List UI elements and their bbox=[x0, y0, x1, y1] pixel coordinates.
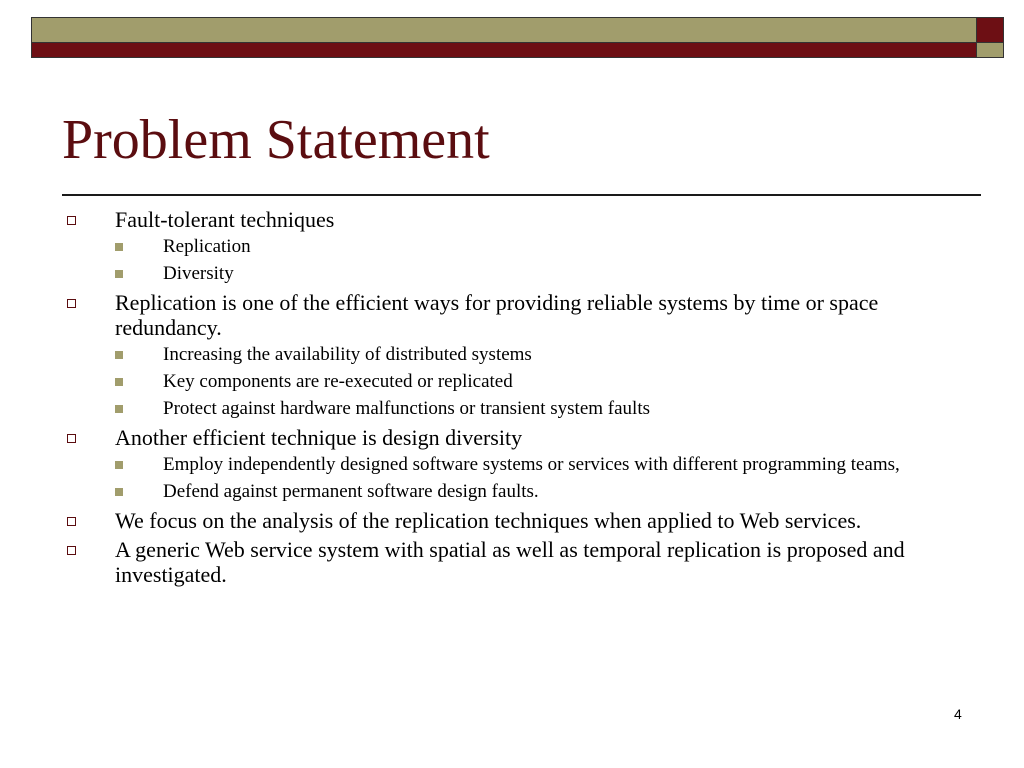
bullet-text: A generic Web service system with spatial as well as temporal replication is proposed and investigated. bbox=[115, 537, 905, 587]
bullet-text: Fault-tolerant techniques bbox=[115, 207, 335, 232]
sub-bullet-text: Protect against hardware malfunctions or transient system faults bbox=[163, 398, 651, 419]
sub-bullet-item bbox=[62, 263, 962, 285]
bullet-item bbox=[62, 508, 962, 533]
filled-square-bullet-icon bbox=[115, 405, 123, 413]
bullet-item bbox=[62, 425, 962, 450]
bullet-text: Replication is one of the efficient ways for providing reliable systems by time or space redundancy. bbox=[115, 290, 879, 340]
hollow-square-bullet-icon bbox=[67, 546, 76, 555]
hollow-square-bullet-icon bbox=[67, 517, 76, 526]
hollow-square-bullet-icon bbox=[67, 299, 76, 308]
sub-bullet-item bbox=[62, 398, 962, 420]
hollow-square-bullet-icon bbox=[67, 216, 76, 225]
bullet-item bbox=[62, 537, 962, 587]
filled-square-bullet-icon bbox=[115, 270, 123, 278]
sub-bullet-item bbox=[62, 454, 962, 476]
filled-square-bullet-icon bbox=[115, 351, 123, 359]
sub-bullet-item bbox=[62, 371, 962, 393]
bullet-text: Another efficient technique is design diversity bbox=[115, 425, 523, 450]
sub-bullet-item bbox=[62, 344, 962, 366]
sub-bullet-text: Employ independently designed software systems or services with different programming teams, bbox=[163, 454, 900, 475]
filled-square-bullet-icon bbox=[115, 378, 123, 386]
bullet-item bbox=[62, 290, 962, 340]
header-corner-red bbox=[977, 17, 1004, 43]
header-corner-olive bbox=[977, 43, 1004, 58]
sub-bullet-text: Key components are re-executed or replicated bbox=[163, 371, 513, 392]
sub-bullet-item bbox=[62, 236, 962, 258]
title-divider bbox=[62, 194, 981, 196]
bullet-text: We focus on the analysis of the replication techniques when applied to Web services. bbox=[115, 508, 862, 533]
hollow-square-bullet-icon bbox=[67, 434, 76, 443]
sub-bullet-text: Increasing the availability of distributed systems bbox=[163, 344, 532, 365]
filled-square-bullet-icon bbox=[115, 488, 123, 496]
filled-square-bullet-icon bbox=[115, 243, 123, 251]
sub-bullet-text: Defend against permanent software design faults. bbox=[163, 481, 539, 502]
filled-square-bullet-icon bbox=[115, 461, 123, 469]
header-bar-red bbox=[31, 43, 977, 58]
sub-bullet-text: Replication bbox=[163, 236, 251, 257]
slide-title: Problem Statement bbox=[62, 109, 490, 171]
sub-bullet-item bbox=[62, 481, 962, 503]
header-bar-olive bbox=[31, 17, 977, 43]
bullet-list bbox=[62, 207, 962, 591]
sub-bullet-text: Diversity bbox=[163, 263, 234, 284]
bullet-item bbox=[62, 207, 962, 232]
page-number: 4 bbox=[954, 706, 962, 722]
